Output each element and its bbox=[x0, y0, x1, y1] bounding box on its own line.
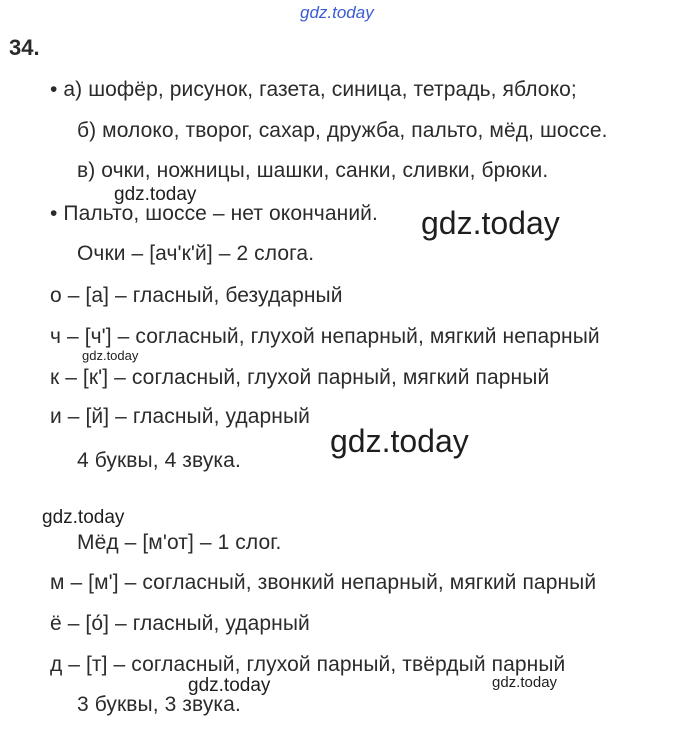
line-a: • а) шофёр, рисунок, газета, синица, тетрадь, яблоко; bbox=[50, 78, 577, 101]
watermark-6: gdz.today bbox=[188, 675, 271, 696]
watermark-3: gdz.today bbox=[82, 348, 139, 363]
line-b: б) молоко, творог, сахар, дружба, пальто, мёд, шоссе. bbox=[77, 119, 608, 142]
line-ch: ч – [ч'] – согласный, глухой непарный, мягкий непарный bbox=[50, 325, 600, 348]
line-count1: 4 буквы, 4 звука. bbox=[77, 449, 241, 472]
line-yo: ё – [о́] – гласный, ударный bbox=[50, 612, 310, 635]
line-med: Мёд – [м'от] – 1 слог. bbox=[77, 531, 282, 554]
line-d2: д – [т] – согласный, глухой парный, твёрдый парный bbox=[50, 653, 566, 676]
line-m: м – [м'] – согласный, звонкий непарный, мягкий парный bbox=[50, 571, 597, 594]
watermark-5: gdz.today bbox=[42, 507, 125, 528]
watermark-7: gdz.today bbox=[492, 674, 558, 691]
exercise-number: 34. bbox=[9, 35, 40, 60]
line-o: о – [а] – гласный, безударный bbox=[50, 284, 343, 307]
watermark-top: gdz.today bbox=[300, 3, 374, 22]
line-i: и – [й] – гласный, ударный bbox=[50, 405, 310, 428]
line-ochki: Очки – [ач'к'й] – 2 слога. bbox=[77, 242, 315, 265]
watermark-2: gdz.today bbox=[421, 205, 560, 241]
line-d: • Пальто, шоссе – нет окончаний. bbox=[50, 202, 378, 225]
line-c: в) очки, ножницы, шашки, санки, сливки, брюки. bbox=[77, 159, 549, 182]
watermark-4: gdz.today bbox=[330, 423, 469, 459]
line-count2: 3 буквы, 3 звука. bbox=[77, 693, 241, 716]
watermark-1: gdz.today bbox=[114, 184, 197, 205]
line-k: к – [к'] – согласный, глухой парный, мягкий парный bbox=[50, 366, 550, 389]
